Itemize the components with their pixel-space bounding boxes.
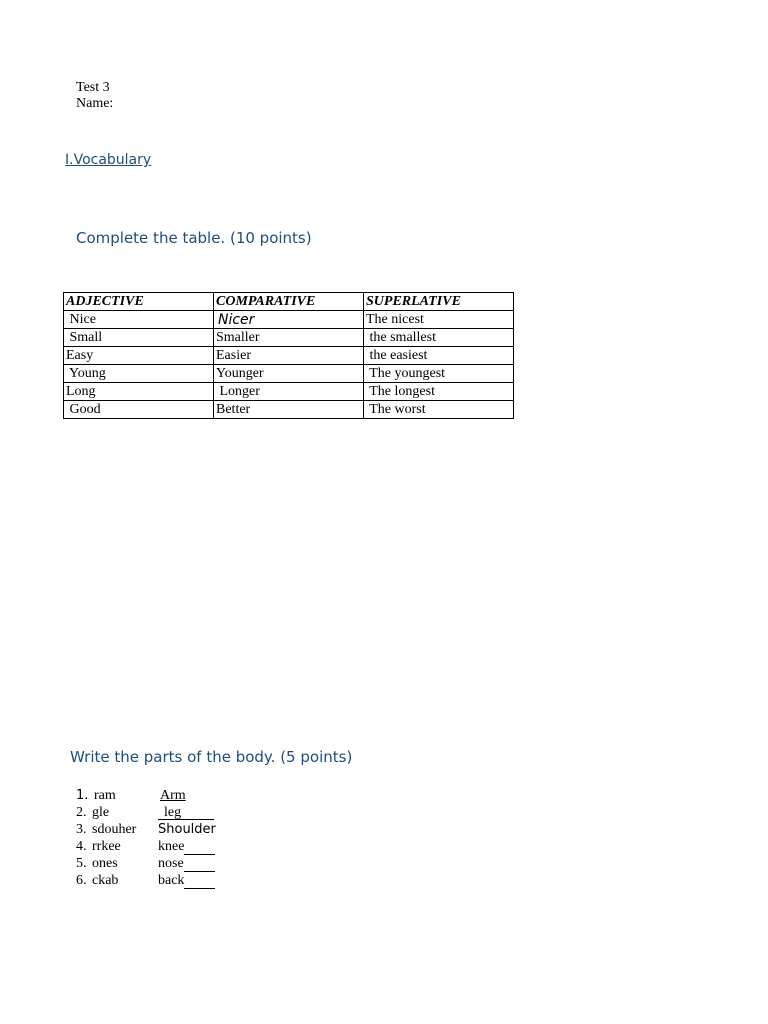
test-title: Test 3 bbox=[76, 80, 110, 95]
name-label: Name: bbox=[76, 96, 114, 111]
table-instruction: Complete the table. (10 points) bbox=[76, 229, 312, 247]
list-item bbox=[76, 872, 216, 889]
comparative-cell: Easier bbox=[214, 347, 364, 365]
answer bbox=[158, 873, 215, 889]
scrambled-word: gle bbox=[92, 804, 110, 820]
answer-blank bbox=[184, 842, 215, 855]
table-row bbox=[64, 311, 514, 329]
answer-blank bbox=[184, 859, 215, 872]
answer: Shoulder bbox=[158, 821, 216, 837]
list-item bbox=[76, 838, 216, 855]
table-header-row bbox=[64, 293, 514, 311]
table-row bbox=[64, 329, 514, 347]
superlative-cell: The nicest bbox=[364, 311, 514, 329]
superlative-cell: the smallest bbox=[364, 329, 514, 347]
body-parts-instruction: Write the parts of the body. (5 points) bbox=[70, 748, 353, 766]
section-title: I.Vocabulary bbox=[65, 152, 152, 168]
comparative-cell: Nicer bbox=[214, 311, 364, 329]
item-number: 2. bbox=[76, 804, 87, 820]
table-row bbox=[64, 365, 514, 383]
answer-text: nose bbox=[158, 855, 184, 871]
adjective-cell: Small bbox=[64, 329, 214, 347]
superlative-cell: the easiest bbox=[364, 347, 514, 365]
comparative-cell: Smaller bbox=[214, 329, 364, 347]
answer bbox=[158, 806, 214, 820]
superlative-cell: The youngest bbox=[364, 365, 514, 383]
adjective-cell: Good bbox=[64, 401, 214, 419]
list-item bbox=[76, 821, 216, 838]
item-number: 3. bbox=[76, 821, 87, 837]
item-number: 1. bbox=[76, 787, 89, 803]
scrambled-word: ckab bbox=[92, 872, 119, 888]
table-row bbox=[64, 383, 514, 401]
list-item bbox=[76, 804, 216, 821]
scrambled-word: ram bbox=[94, 787, 116, 803]
scrambled-word: ones bbox=[92, 855, 118, 871]
comparative-cell: Better bbox=[214, 401, 364, 419]
answer-text: leg bbox=[164, 804, 182, 820]
vocabulary-table bbox=[63, 292, 514, 419]
scrambled-word: rrkee bbox=[92, 838, 121, 854]
list-item bbox=[76, 787, 216, 804]
table-row bbox=[64, 347, 514, 365]
superlative-cell: The longest bbox=[364, 383, 514, 401]
header-adjective: ADJECTIVE bbox=[64, 293, 214, 311]
answer: Arm bbox=[160, 787, 186, 803]
header-comparative: COMPARATIVE bbox=[214, 293, 364, 311]
item-number: 6. bbox=[76, 872, 87, 888]
item-number: 5. bbox=[76, 855, 87, 871]
comparative-cell: Longer bbox=[214, 383, 364, 401]
adjective-cell: Young bbox=[64, 365, 214, 383]
superlative-cell: The worst bbox=[364, 401, 514, 419]
adjective-cell: Easy bbox=[64, 347, 214, 365]
answer-text: knee bbox=[158, 838, 185, 854]
answer bbox=[158, 839, 215, 855]
table-row bbox=[64, 401, 514, 419]
adjective-cell: Nice bbox=[64, 311, 214, 329]
item-number: 4. bbox=[76, 838, 87, 854]
answer-text: back bbox=[158, 872, 185, 888]
scrambled-word: sdouher bbox=[92, 821, 137, 837]
answer bbox=[158, 856, 215, 872]
comparative-cell: Younger bbox=[214, 365, 364, 383]
header-superlative: SUPERLATIVE bbox=[364, 293, 514, 311]
list-item bbox=[76, 855, 216, 872]
answer-blank bbox=[184, 876, 215, 889]
body-parts-list bbox=[76, 787, 216, 889]
header bbox=[76, 80, 113, 112]
adjective-cell: Long bbox=[64, 383, 214, 401]
